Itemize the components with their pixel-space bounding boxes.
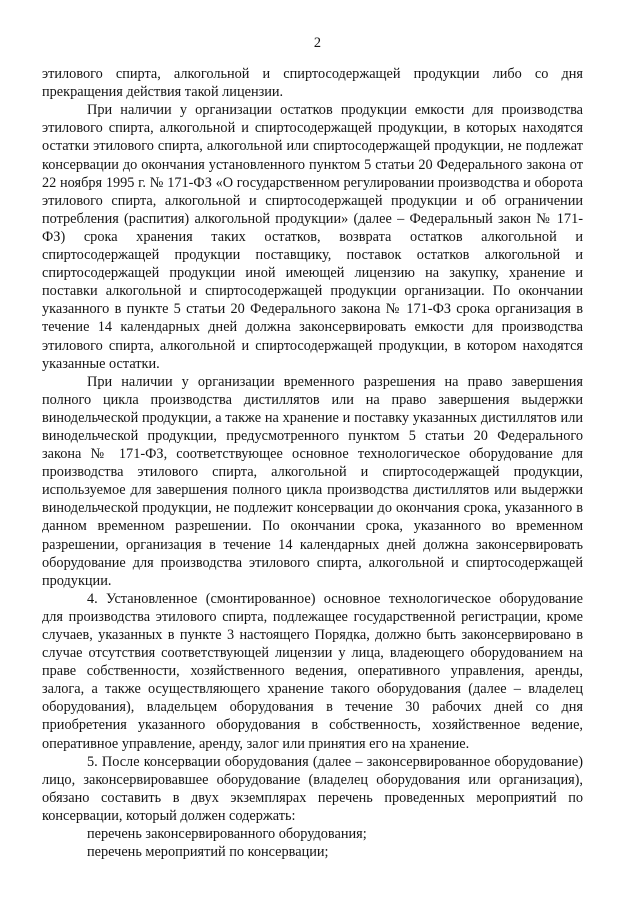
paragraph-storage-remainders: При наличии у организации остатков продукции емкости для производства этилового спирта, алкогольной и спиртосодержащей продукции, в которых находятся остатки этилового спирта, алкогольной или спиртосодержащей продукции, не подлежат консервации до окончания установленного пунктом 5 статьи 20 Федерального закона от 22 ноября 1995 г. № 171-ФЗ «О государственном регулировании производства и оборота этилового спирта, алкогольной и спиртосодержащей продукции и об ограничении потребления (распития) алкогольной продукции» (далее – Федеральный закон № 171-ФЗ) срока хранения таких остатков, возврата остатков алкогольной и спиртосодержащей продукции поставщику, поставок остатков алкогольной и спиртосодержащей продукции иной имеющей лицензию на закупку, хранение и поставки алкогольной и спиртосодержащей продукции организации. По окончании указанного в пункте 5 статьи 20 Федерального закона № 171-ФЗ срока организация в течение 14 календарных дней должна законсервировать емкости для производства этилового спирта, алкогольной и спиртосодержащей продукции, в котором находятся указанные остатки. — [42, 102, 583, 372]
document-body — [42, 65, 583, 861]
paragraph-item-5: 5. После консервации оборудования (далее – законсервированное оборудование) лицо, законсервировавшее оборудование (владелец оборудования или организация), обязано составить в двух экземплярах перечень проведенных мероприятий по консервации, который должен содержать: — [42, 753, 583, 824]
list-item-equipment: перечень законсервированного оборудования; — [87, 826, 367, 843]
page-number: 2 — [313, 35, 322, 51]
paragraph-continuation: этилового спирта, алкогольной и спиртосодержащей продукции либо со дня прекращения действия такой лицензии. — [42, 66, 583, 101]
paragraph-item-4: 4. Установленное (смонтированное) основное технологическое оборудование для производства этилового спирта, подлежащее государственной регистрации, кроме случаев, указанных в пункте 3 настоящего Порядка, должно быть законсервировано в случае отсутствия соответствующей лицензии у лица, владеющего оборудованием на праве собственности, хозяйственного ведения, оперативного управления, аренды, залога, а также осуществляющего хранение такого оборудования (далее – владелец оборудования), владельцем оборудования в течение 30 рабочих дней со дня приобретения указанного оборудования в собственность, хозяйственное ведение, оперативное управление, аренду, залог или принятия его на хранение. — [42, 590, 583, 752]
paragraph-temporary-permit: При наличии у организации временного разрешения на право завершения полного цикла производства дистиллятов или на право завершения выдержки винодельческой продукции, а также на хранение и поставку указанных дистиллятов или винодельческой продукции, предусмотренного пунктом 5 статьи 20 Федерального закона № 171-ФЗ, соответствующее основное технологическое оборудование для производства этилового спирта, алкогольной и спиртосодержащей продукции, используемое для завершения полного цикла производства дистиллятов или выдержки винодельческой продукции, не подлежит консервации до окончания срока, указанного в данном временном разрешении. По окончании срока, указанного во временном разрешении, организация в течение 14 календарных дней должна законсервировать оборудование для производства этилового спирта, алкогольной и спиртосодержащей продукции. — [42, 373, 583, 589]
list-item-measures: перечень мероприятий по консервации; — [87, 844, 329, 861]
